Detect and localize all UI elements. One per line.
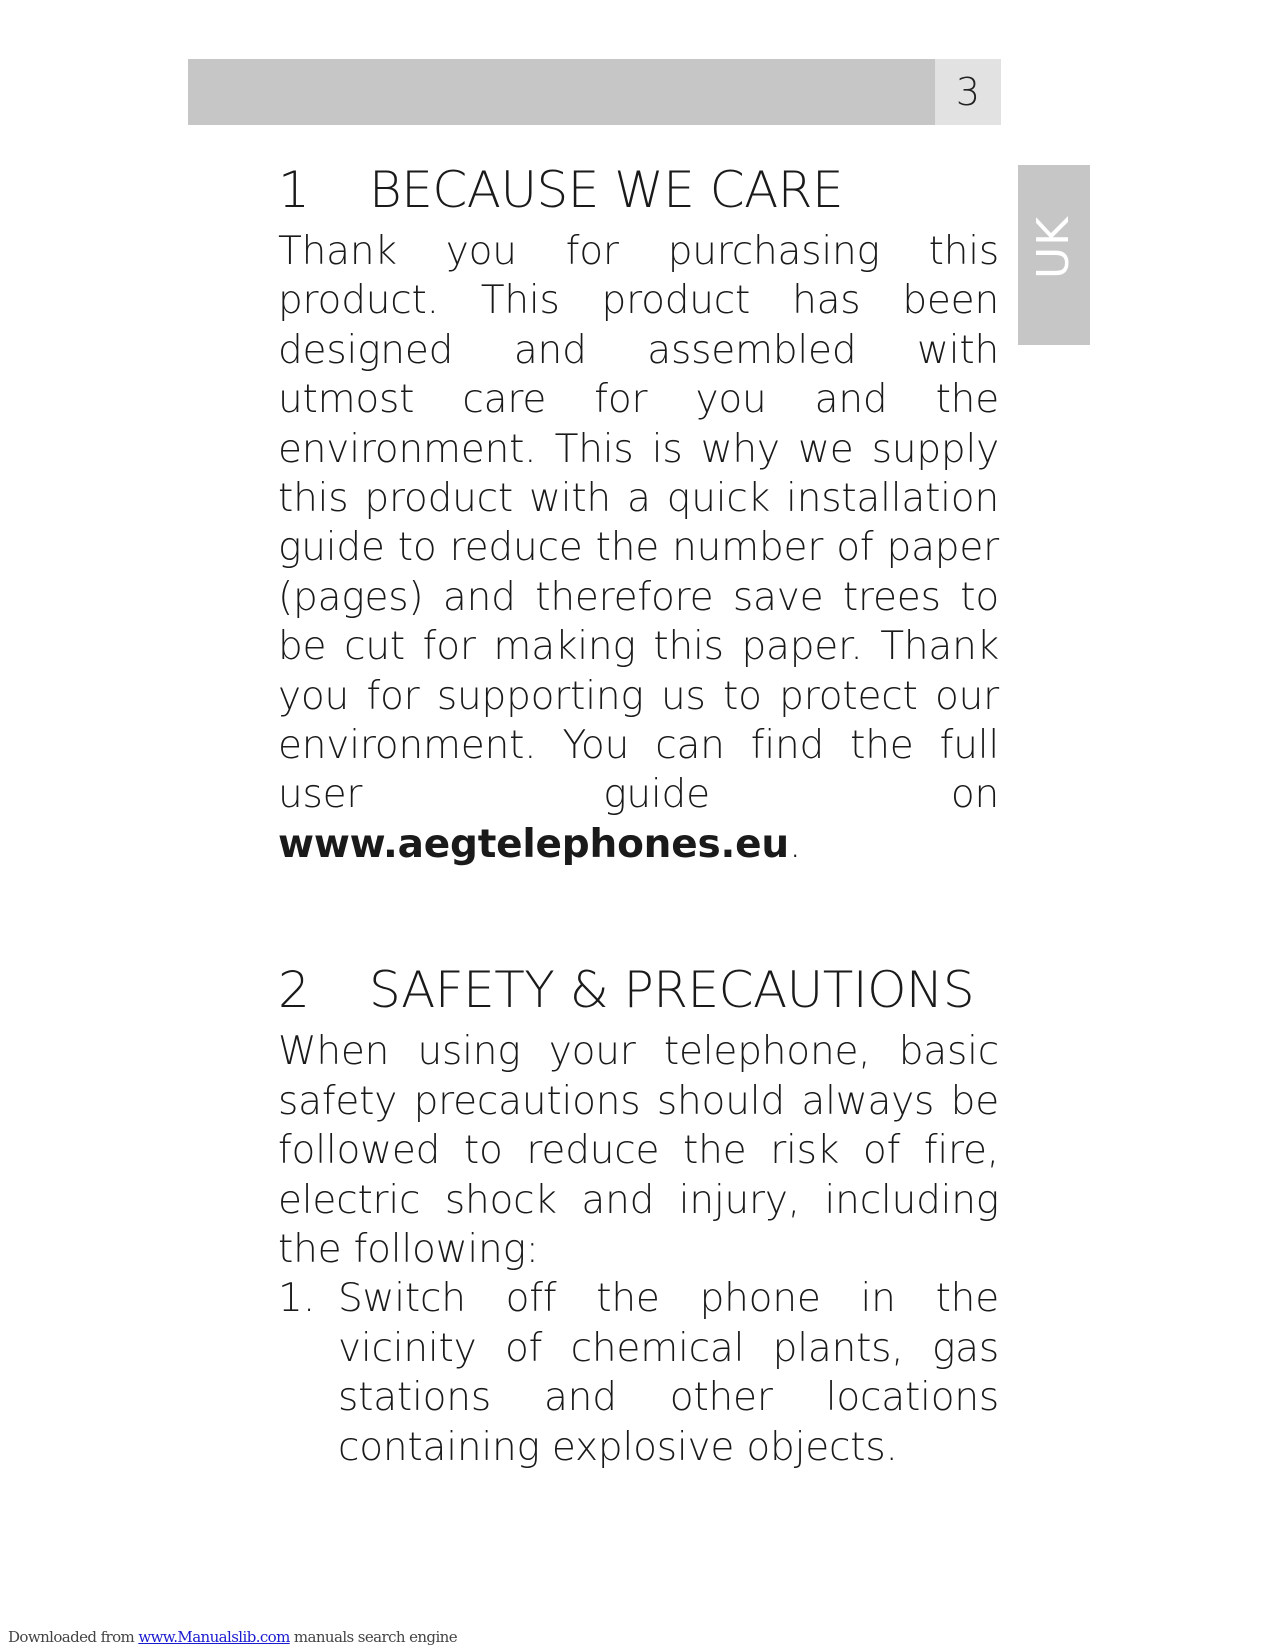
footer-suffix: manuals search engine bbox=[289, 1628, 457, 1646]
manualslib-link[interactable]: www.Manualslib.com bbox=[138, 1628, 290, 1646]
language-tab bbox=[1018, 165, 1090, 345]
section-1-text-end: . bbox=[788, 821, 802, 867]
website-link: www.aegtelephones.eu bbox=[278, 821, 789, 867]
page-content bbox=[278, 155, 999, 1472]
section-2-number: 2 bbox=[278, 961, 310, 1020]
precautions-list bbox=[278, 1274, 999, 1472]
section-2-heading bbox=[278, 955, 999, 1025]
footer bbox=[8, 1628, 457, 1646]
section-1-number: 1 bbox=[278, 161, 310, 219]
section-1-text: Thank you for purchasing this product. This product has been designed and assembled with utmost care for you and the environment. This is why we supply this product with a quick installation guide to reduce the number of paper (pages) and therefore save trees to be cut for making this paper. Thank you for supporting us to protect our environment. You can find the full user guide on bbox=[278, 229, 999, 818]
list-item-text: Switch off the phone in the vicinity of chemical plants, gas stations and other locations containing explosive objects. bbox=[338, 1276, 999, 1470]
section-1-heading bbox=[278, 155, 999, 225]
footer-prefix: Downloaded from bbox=[8, 1628, 139, 1646]
section-1-body bbox=[278, 227, 999, 869]
section-2-title: SAFETY & PRECAUTIONS bbox=[369, 961, 975, 1020]
list-item bbox=[278, 1274, 999, 1472]
language-tab-label: UK bbox=[1028, 215, 1080, 279]
list-item-marker: 1. bbox=[278, 1276, 316, 1322]
section-1-title: BECAUSE WE CARE bbox=[369, 161, 844, 219]
page-number: 3 bbox=[935, 59, 1001, 125]
header-bar bbox=[188, 59, 935, 125]
section-2-intro: When using your telephone, basic safety precautions should always be followed to reduce the risk of fire, electric shock and injury, including the following: bbox=[278, 1029, 999, 1272]
